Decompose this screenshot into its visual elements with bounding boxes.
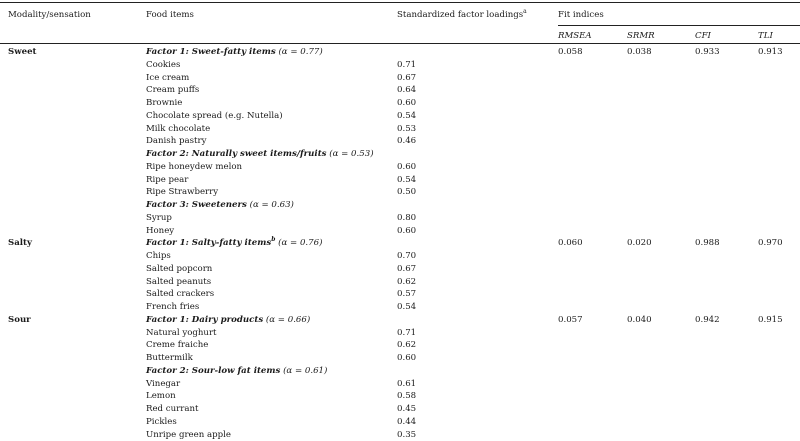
header-food-items — [146, 9, 194, 21]
factor-loading-value: 0.53 — [397, 123, 417, 134]
food-item: Buttermilk — [146, 353, 193, 363]
header-rmsea: RMSEA — [558, 31, 592, 41]
header-modality — [8, 9, 91, 21]
fit-cfi-value: 0.942 — [695, 314, 720, 325]
factor-loading-value: 0.60 — [397, 98, 417, 108]
food-item: Salted crackers — [146, 289, 215, 300]
factor-loading-value: 0.70 — [397, 251, 417, 261]
fit-cfi-value: 0.933 — [695, 47, 720, 57]
fit-tli-value: 0.915 — [758, 314, 783, 325]
factor-loading-value: 0.45 — [397, 404, 417, 414]
factor-heading — [146, 237, 322, 249]
food-item: Ripe honeydew melon — [146, 161, 243, 172]
factor-loading-value: 0.58 — [397, 391, 417, 402]
factor-loading-value: 0.60 — [397, 353, 417, 363]
factor-loading-value: 0.62 — [397, 340, 417, 351]
factor-footnote: b — [271, 236, 276, 244]
factor-loading-value: 0.57 — [397, 289, 417, 300]
header-srmr: SRMR — [627, 31, 655, 41]
food-item: Unripe green apple — [146, 429, 231, 440]
factor-loading-value: 0.35 — [397, 429, 417, 440]
table-top-rule — [0, 2, 800, 3]
fit-rmsea-value: 0.060 — [558, 238, 583, 249]
factor-loading-value: 0.62 — [397, 276, 417, 287]
factor-loading-value: 0.60 — [397, 225, 417, 236]
factor-heading — [146, 365, 327, 377]
factor-loading-value: 0.71 — [397, 59, 417, 70]
fit-srmr-value: 0.038 — [627, 47, 652, 57]
food-item: Vinegar — [146, 378, 181, 389]
factor-alpha: (α = 0.63) — [249, 200, 294, 210]
factor-loading-value: 0.61 — [397, 378, 417, 389]
factor-alpha: (α = 0.76) — [278, 238, 323, 249]
header-bottom-rule — [0, 43, 800, 44]
fit-tli-value: 0.970 — [758, 238, 783, 249]
factor-loading-value: 0.46 — [397, 136, 417, 147]
factor-heading — [146, 148, 374, 160]
food-item: Chips — [146, 251, 171, 261]
factor-alpha: (α = 0.61) — [283, 365, 328, 376]
modality-label: Sour — [8, 314, 31, 325]
food-item: Chocolate spread (e.g. Nutella) — [146, 110, 283, 121]
food-item: Pickles — [146, 416, 177, 427]
header-food-text: Food items — [146, 10, 194, 20]
food-item: Cookies — [146, 59, 181, 70]
food-item: Danish pastry — [146, 136, 207, 147]
food-item: Ripe Strawberry — [146, 187, 219, 198]
food-item: Salted popcorn — [146, 263, 213, 274]
food-item: Natural yoghurt — [146, 327, 217, 338]
modality-label: Salty — [8, 238, 33, 249]
factor-heading — [146, 46, 323, 58]
food-item: Red currant — [146, 404, 199, 414]
factor-loading-value: 0.54 — [397, 110, 417, 121]
fit-srmr-value: 0.020 — [627, 238, 652, 249]
food-item: Cream puffs — [146, 85, 200, 96]
header-modality-text: Modality/sensation — [8, 10, 91, 20]
factor-loading-value: 0.54 — [397, 174, 417, 185]
food-item: Brownie — [146, 98, 183, 108]
modality-label: Sweet — [8, 47, 37, 57]
header-loadings-footnote: a — [523, 8, 527, 16]
factor-loading-value: 0.50 — [397, 187, 417, 198]
fit-cfi-value: 0.988 — [695, 238, 720, 249]
food-item: Lemon — [146, 391, 176, 402]
factor-heading — [146, 199, 294, 211]
factor-loading-value: 0.44 — [397, 416, 417, 427]
factor-loading-value: 0.71 — [397, 327, 417, 338]
factor-alpha: (α = 0.53) — [329, 149, 374, 159]
food-item: French fries — [146, 302, 200, 312]
fit-rmsea-value: 0.057 — [558, 314, 583, 325]
food-item: Honey — [146, 225, 175, 236]
fit-srmr-value: 0.040 — [627, 314, 652, 325]
factor-loading-value: 0.60 — [397, 161, 417, 172]
food-item: Milk chocolate — [146, 123, 211, 134]
factor-title: Factor 3: Sweeteners — [146, 200, 247, 210]
factor-title: Factor 2: Sour-low fat items — [146, 365, 281, 376]
factor-alpha: (α = 0.77) — [278, 47, 323, 57]
factor-loading-value: 0.54 — [397, 302, 417, 312]
food-item: Ice cream — [146, 72, 190, 83]
factor-loading-value: 0.67 — [397, 263, 417, 274]
header-fit-text: Fit indices — [558, 10, 604, 20]
fit-rmsea-value: 0.058 — [558, 47, 583, 57]
food-item: Ripe pear — [146, 174, 189, 185]
factor-alpha: (α = 0.66) — [265, 314, 311, 325]
factor-title: Factor 1: Sweet-fatty items — [146, 47, 276, 57]
food-item: Salted peanuts — [146, 276, 212, 287]
factor-loading-value: 0.67 — [397, 72, 417, 83]
header-loadings — [397, 9, 527, 21]
factor-title: Factor 2: Naturally sweet items/fruits — [146, 149, 327, 159]
header-cfi: CFI — [695, 31, 711, 41]
header-fit-indices — [558, 9, 604, 21]
food-item: Creme fraiche — [146, 340, 209, 351]
factor-title: Factor 1: Salty-fatty items — [146, 238, 272, 249]
factor-loading-value: 0.80 — [397, 212, 417, 223]
factor-title: Factor 1: Dairy products — [146, 314, 264, 325]
header-tli: TLI — [758, 31, 773, 41]
food-item: Syrup — [146, 212, 172, 223]
header-loadings-text: Standardized factor loadings — [397, 10, 524, 20]
factor-loading-value: 0.64 — [397, 85, 417, 96]
fit-indices-rule — [558, 25, 800, 26]
fit-tli-value: 0.913 — [758, 47, 783, 57]
factor-heading — [146, 314, 310, 326]
